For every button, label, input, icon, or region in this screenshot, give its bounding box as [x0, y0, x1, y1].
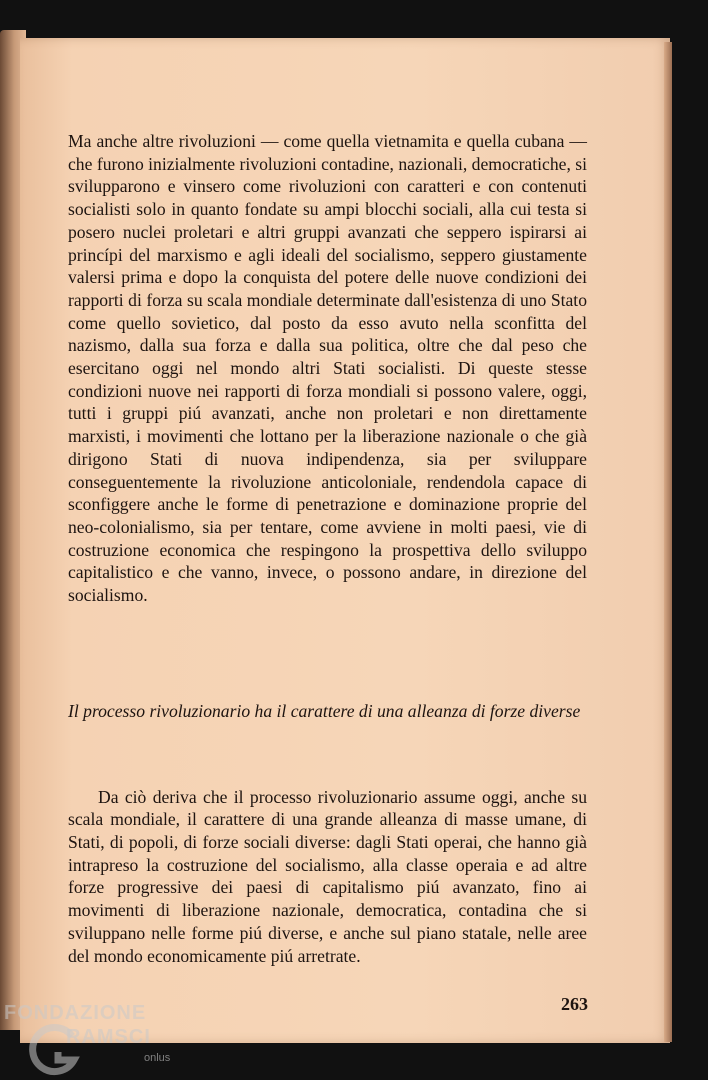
section-heading: Il processo rivoluzionario ha il carattere di una alleanza di forze diverse [68, 701, 581, 721]
paragraph-2: Da ciò deriva che il processo rivoluzionario assume oggi, anche su scala mondiale, il carattere di una grande alleanza di masse umane, di Stati, di popoli, di forze sociali diverse: dagli Stati operai, che hanno già intrapreso la costruzione del socialismo, alla classe operaia e ad altre forze progressive dei paesi di capitalismo piú avanzato, fino ai movimenti di liberazione nazionale, democratica, contadina che si sviluppano nelle forme piú diverse, e anche sul piano statale, nelle aree del mondo economicamente piú arretrate. [68, 786, 587, 966]
watermark-line2: RAMSCI [66, 1026, 151, 1048]
fondazione-gramsci-watermark [4, 1000, 204, 1076]
paragraph-1: Ma anche altre rivoluzioni — come quella vietnamita e quella cubana — che furono inizialmente rivoluzioni contadine, nazionali, democratiche, si svilupparono e vinsero come rivoluzioni con caratteri e con contenuti socialisti solo in quanto fondate su ampi blocchi sociali, alla cui testa si posero nuclei proletari e altri gruppi avanzati che seppero ispirarsi ai princípi del marxismo e agli ideali del socialismo, seppero giustamente valersi prima e dopo la conquista del potere delle nuove condizioni dei rapporti di forza su scala mondiale determinate dall'esistenza di uno Stato come quello sovietico, dal posto da esso avuto nella sconfitta del nazismo, dalla sua forza e dalla sua politica, oltre che dal peso che esercitano oggi nel mondo altri Stati socialisti. Di queste stesse condizioni nuove nei rapporti di forza mondiali si possono valere, oggi, tutti i gruppi piú avanzati, anche non proletari e non direttamente marxisti, i movimenti che lottano per la liberazione nazionale o che già dirigono Stati di nuova indipendenza, sia per sviluppare conseguentemente la rivoluzione anticoloniale, rendendola capace di sconfiggere anche le forme di penetrazione e dominazione proprie del neo-colonialismo, sia per tentare, come avviene in molti paesi, vie di costruzione economica che respingono la prospettiva dello sviluppo capitalistico e che vanno, invece, o possono andare, in direzione del socialismo. [68, 131, 587, 606]
watermark-onlus: onlus [144, 1052, 171, 1064]
page-number: 263 [561, 994, 588, 1014]
page-edge [664, 42, 672, 1042]
body-text [68, 130, 587, 607]
watermark-line1: FONDAZIONE [4, 1002, 147, 1024]
